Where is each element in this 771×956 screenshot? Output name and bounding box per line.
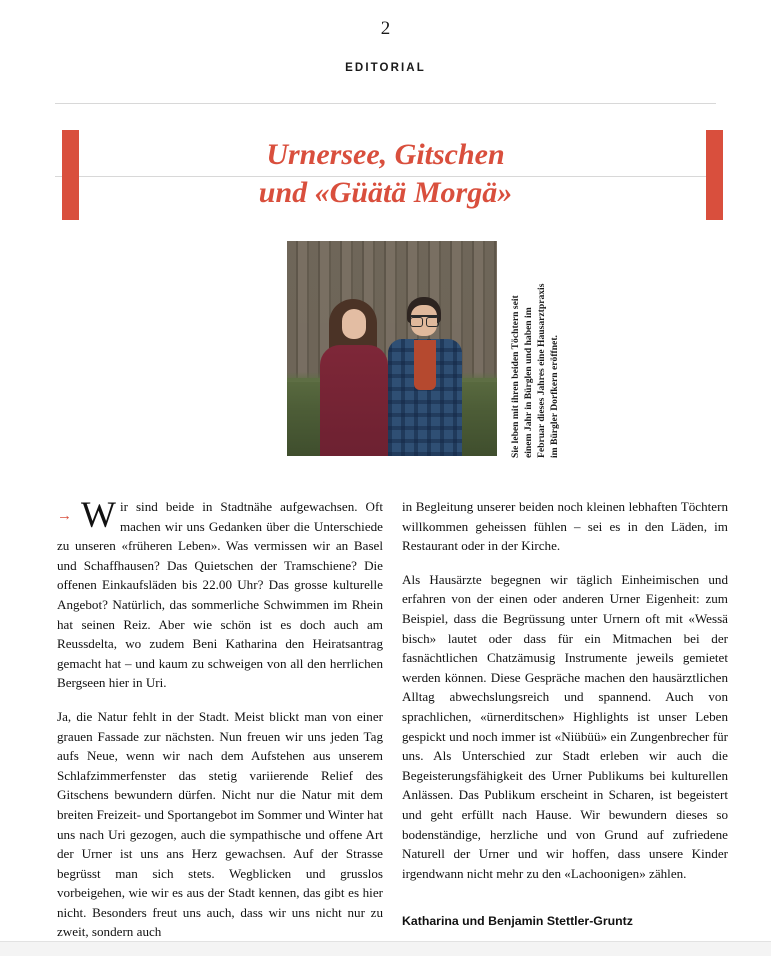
headline-line-1: Urnersee, Gitschen (266, 138, 505, 171)
photo-caption (510, 243, 575, 458)
paragraph: Ja, die Natur fehlt in der Stadt. Meist blickt man von einer grauen Fassade zur nächsten. Nun freuen wir uns jeden Tag aufs Neue, wenn wir nach dem Aufstehen aus unserem Schlafzimmerfenster das stetig variierende Relief des Gitschens bewundern dürfen. Nicht nur die Natur mit dem breiten Freizeit- und Sportangebot im Sommer und Winter hat uns nach Uri gezogen, auch die sympathische und offene Art der Urner ist uns ans Herz gewachsen. Auf der Strasse begrüsst man sich stets. Wegblicken und grusslos vorbeigehen, wie wir es aus der Stadt kennen, das gibt es hier nicht. Besonders freut uns auch, dass wir uns nicht nur zu zweit, sondern auch (57, 708, 383, 940)
drop-cap: W (81, 495, 116, 536)
paragraph: in Begleitung unserer beiden noch kleinen lebhaften Töchtern willkommen geheissen fühlen – sei es in den Läden, im Restaurant oder in der Kirche. (402, 499, 728, 554)
caption-line: einem Jahr in Bürglen und haben im (523, 307, 534, 458)
author-signature: Katharina und Benjamin Stettler-Gruntz (402, 914, 633, 928)
page-number: 2 (380, 18, 391, 39)
photo-scene (287, 241, 497, 456)
person-woman-face (342, 309, 366, 339)
glasses-icon (410, 315, 439, 325)
editorial-photo (287, 241, 497, 456)
accent-bar-right (706, 130, 723, 220)
accent-bar-left (62, 130, 79, 220)
caption-line: Februar dieses Jahres eine Hausarztpraxis (536, 283, 547, 458)
paragraph (57, 497, 383, 693)
article-column-right (402, 497, 728, 897)
caption-line: im Bürgler Dorfkern eröffnet. (549, 335, 560, 458)
article-column-left (57, 497, 383, 956)
paragraph: Als Hausärzte begegnen wir täglich Einheimischen und erfahren von der einen oder anderen Urner Eigenheit: zum Beispiel, dass die Begrüssung unter Urnern oft mit «Wessä bisch» lautet oder dass für ein Mitmachen bei der fasnächtlichen Chatzämusig Instrumente jeweils gemietet werden können. Diese Gespräche machen den hausärztlichen Alltag abwechslungsreich und spannend. Auch von sprachlichen, «ürnerditschen» Highlights ist unser Leben gespickt und noch immer ist «Niübüü» ein Zungenbrecher für uns. Als Unterschied zur Stadt erleben wir auch die Begeisterungsfähigkeit des Urner Publikums bei kulturellen Anlässen. Das Publikum erscheint in Scharen, ist begeistert und geht erfüllt nach Hause. Wir bewundern dieses so bodenständige, herzliche und von Grund auf zufriedene Naturell der Urner und wir hoffen, dass unsere Kinder irgendwann nicht mehr zu den «Lachoonigen» zählen. (402, 571, 728, 881)
headline-line-2: und «Güätä Morgä» (258, 176, 513, 209)
person-woman-body (320, 345, 388, 456)
section-label: EDITORIAL (345, 62, 426, 74)
caption-line: Sie leben mit ihren beiden Töchtern seit (510, 295, 521, 458)
person-man-tshirt (414, 340, 436, 390)
divider-top (55, 103, 716, 104)
paragraph-text: ir sind beide in Stadtnähe aufgewachsen. Oft machen wir uns Gedanken über die Unterschiede zu unseren «früheren Leben». Was vermissen wir an Basel und Schaffhausen? Das Quietschen der Tramschiene? Die offenen Einkaufsläden bis 22.00 Uhr? Das grosse kulturelle Angebot? Natürlich, das sommerliche Schwimmen im Rhein hat seinen Reiz. Aber wie schön ist es doch auch am Reussdelta, wo zudem Beni Katharina den Heiratsantrag gemacht hat – und kaum zu schweigen von all den herrlichen Bergseen hier in Uri. (57, 499, 383, 691)
lead-arrow-icon: → (57, 507, 72, 524)
page-title (120, 136, 651, 212)
footer-strip (0, 942, 771, 956)
